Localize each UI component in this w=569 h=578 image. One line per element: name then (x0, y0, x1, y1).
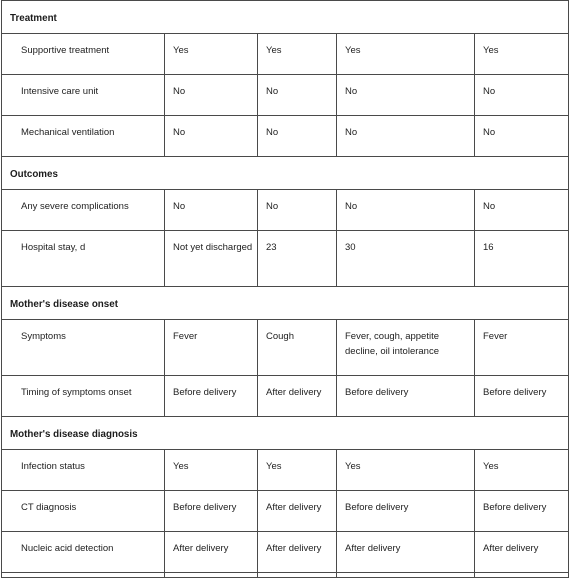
table-cell: 16 (475, 231, 569, 287)
table-cell: No (258, 75, 337, 116)
table-cell: After delivery (258, 376, 337, 417)
row-label: Hospital stay, d (2, 231, 165, 287)
table-row (2, 34, 569, 75)
table-row (2, 376, 569, 417)
section-header-row (2, 1, 569, 34)
table-cell: No (337, 116, 475, 157)
section-title: Treatment (2, 1, 569, 34)
table-cell: Fever (475, 320, 569, 376)
clinical-table (1, 0, 569, 578)
row-label: Intensive care unit (2, 75, 165, 116)
table-cell: Before delivery (337, 376, 475, 417)
table-row (2, 491, 569, 532)
section-header-row (2, 417, 569, 450)
table-cell: Yes (475, 450, 569, 491)
table-cell: No (165, 190, 258, 231)
table-cell: Yes (337, 34, 475, 75)
section-title: Mother's disease diagnosis (2, 417, 569, 450)
table-cell: Yes (475, 34, 569, 75)
section-header-row (2, 157, 569, 190)
table-cell: After delivery (258, 491, 337, 532)
table-cell: Before delivery (475, 491, 569, 532)
table-cell (165, 573, 258, 578)
table-row (2, 532, 569, 573)
table-cell: Yes (258, 34, 337, 75)
table-cell: No (165, 75, 258, 116)
table-cell: Before delivery (475, 376, 569, 417)
table-cell: No (258, 190, 337, 231)
row-label: Timing of symptoms onset (2, 376, 165, 417)
table-row (2, 75, 569, 116)
table-cell: No (475, 75, 569, 116)
table-cell: Cough (258, 320, 337, 376)
row-label: Symptoms (2, 320, 165, 376)
table-cell (2, 573, 165, 578)
table-cell: Not yet discharged (165, 231, 258, 287)
table-cell: Yes (165, 450, 258, 491)
table-cell: No (258, 116, 337, 157)
table-cell: Yes (337, 450, 475, 491)
table-row (2, 231, 569, 287)
section-title: Mother's disease onset (2, 287, 569, 320)
table-cell: No (165, 116, 258, 157)
row-label: Any severe complications (2, 190, 165, 231)
table-cell (258, 573, 337, 578)
table-cell: After delivery (475, 532, 569, 573)
section-title: Outcomes (2, 157, 569, 190)
section-header-row (2, 287, 569, 320)
table-row (2, 116, 569, 157)
row-label: Mechanical ventilation (2, 116, 165, 157)
table-cell (337, 573, 475, 578)
table-cell: Yes (165, 34, 258, 75)
table-cell: No (337, 75, 475, 116)
row-label: Infection status (2, 450, 165, 491)
table-cell: Fever (165, 320, 258, 376)
table-cell: After delivery (165, 532, 258, 573)
table-cell: 30 (337, 231, 475, 287)
table-cell (475, 573, 569, 578)
table-cell: Before delivery (165, 491, 258, 532)
table-cell: No (475, 190, 569, 231)
table-cell: Before delivery (337, 491, 475, 532)
table-row (2, 320, 569, 376)
table-cell: No (337, 190, 475, 231)
table-row (2, 190, 569, 231)
table-cell: After delivery (337, 532, 475, 573)
table-cell: 23 (258, 231, 337, 287)
table-cell: After delivery (258, 532, 337, 573)
row-label: Nucleic acid detection (2, 532, 165, 573)
row-label: CT diagnosis (2, 491, 165, 532)
table-cell: No (475, 116, 569, 157)
table-cell: Fever, cough, appetite decline, oil intolerance (337, 320, 475, 376)
table-row-cut-off (2, 573, 569, 578)
row-label: Supportive treatment (2, 34, 165, 75)
table-cell: Before delivery (165, 376, 258, 417)
table-cell: Yes (258, 450, 337, 491)
table-row (2, 450, 569, 491)
